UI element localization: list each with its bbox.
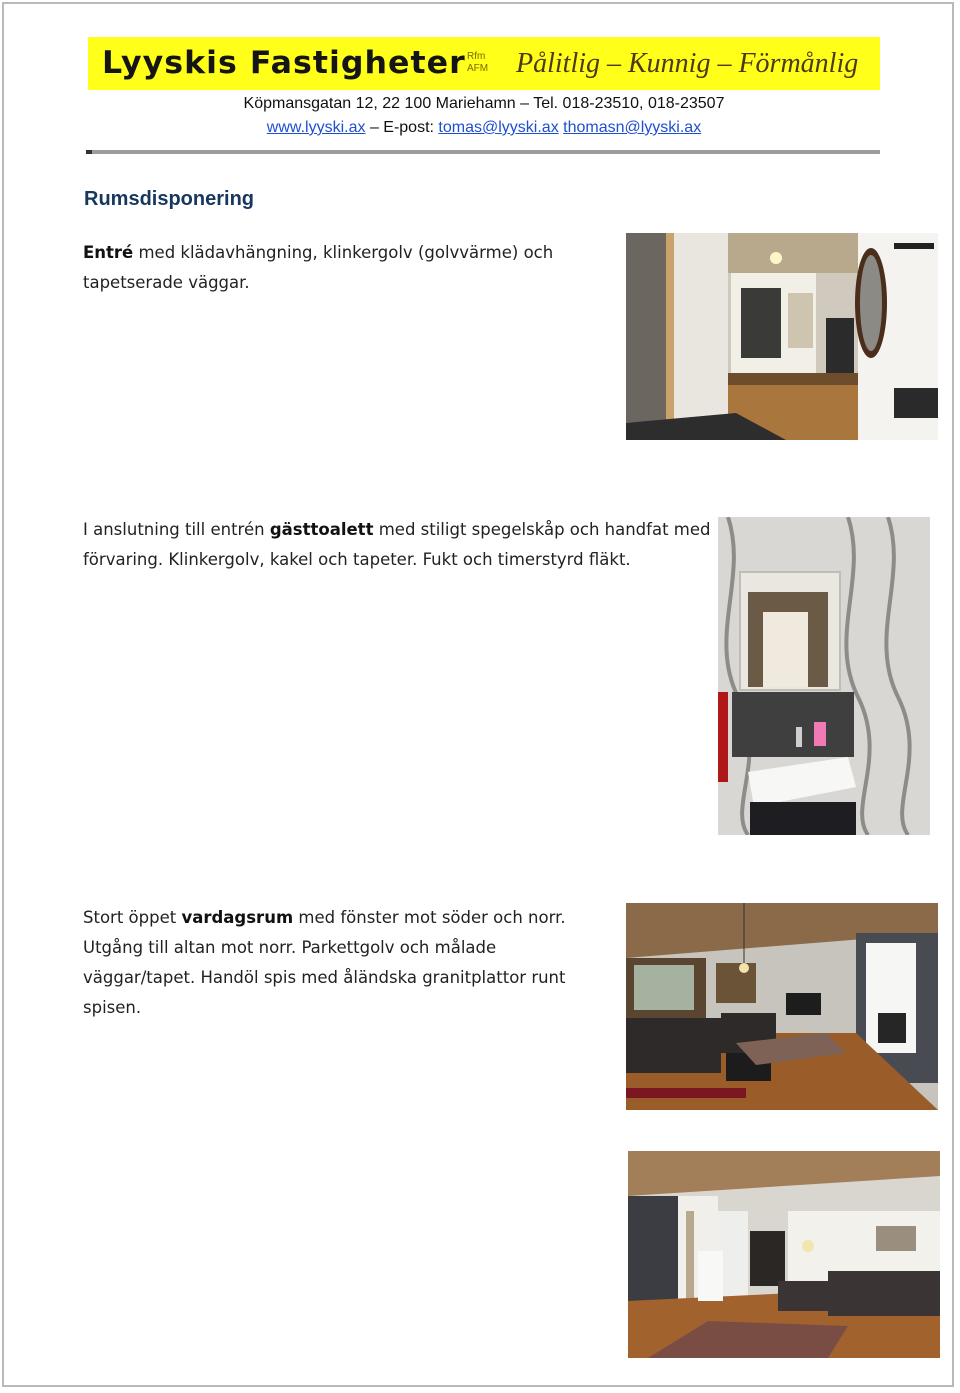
text-vardagsrum: med fönster mot söder och norr. Utgång till altan mot norr. Parkettgolv och målade väggar/tapet. Handöl spis med åländska granitplattor runt spisen. xyxy=(83,908,566,1017)
company-banner xyxy=(88,37,880,90)
room-name-gasttoalett: gästtoalett xyxy=(269,520,374,539)
paragraph-gasttoalett xyxy=(83,515,723,575)
text-vardagsrum-intro: Stort öppet xyxy=(83,908,182,927)
photo-vardagsrum-1 xyxy=(626,903,938,1110)
slogan: Pålitlig – Kunnig – Förmånlig xyxy=(516,48,859,79)
website-link[interactable]: www.lyyski.ax xyxy=(266,119,366,136)
registration-rfm: Rfm xyxy=(467,51,486,62)
address-line: Köpmansgatan 12, 22 100 Mariehamn – Tel. 018-23510, 018-23507 xyxy=(243,95,725,112)
room-name-entre: Entré xyxy=(83,243,134,262)
photo-gasttoalett xyxy=(718,517,930,835)
room-name-vardagsrum: vardagsrum xyxy=(181,908,294,927)
photo-entre xyxy=(626,233,938,440)
registration-marks xyxy=(467,51,488,75)
contact-line xyxy=(88,119,880,137)
text-entre: med klädavhängning, klinkergolv (golvvärme) och tapetserade väggar. xyxy=(83,243,554,292)
paragraph-vardagsrum xyxy=(83,903,603,1023)
header-divider xyxy=(86,150,880,154)
header-divider-accent xyxy=(86,150,92,154)
text-gasttoalett-intro: I anslutning till entrén xyxy=(83,520,270,539)
email-link-thomasn[interactable]: thomasn@lyyski.ax xyxy=(563,119,702,136)
company-logo-text: Lyyskis Fastigheter xyxy=(102,45,466,81)
email-label: – E-post: xyxy=(369,119,434,136)
section-title: Rumsdisponering xyxy=(84,188,255,210)
email-link-tomas[interactable]: tomas@lyyski.ax xyxy=(438,119,559,136)
photo-vardagsrum-2 xyxy=(628,1151,940,1358)
registration-afm: AFM xyxy=(467,63,489,74)
text-gasttoalett: med stiligt spegelskåp och handfat med förvaring. Klinkergolv, kakel och tapeter. Fukt och timerstyrd fläkt. xyxy=(83,520,711,569)
paragraph-entre xyxy=(83,238,583,298)
